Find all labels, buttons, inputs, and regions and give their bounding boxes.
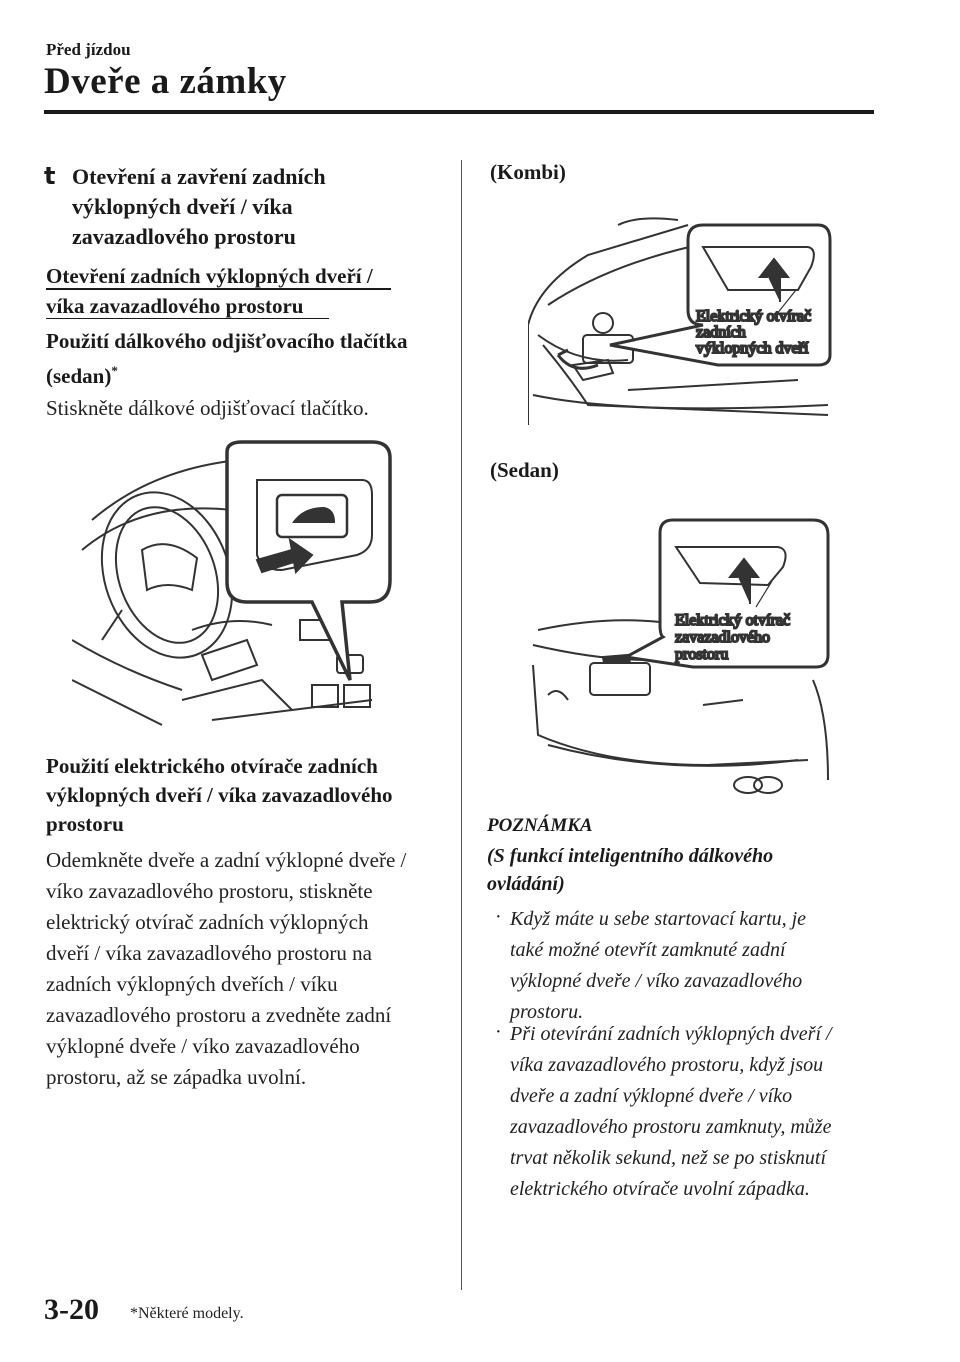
note-bullet: [495, 1021, 502, 1044]
remote-heading-line: Použití dálkového odjišťovacího tlačítka: [46, 329, 408, 353]
electric-heading-line: výklopných dveří / víka zavazadlového: [46, 783, 393, 807]
callout-magnifier: [227, 442, 390, 680]
note-item: [510, 904, 880, 1028]
subheading-line: Otevření zadních výklopných dveří /: [46, 264, 373, 288]
note-item: [510, 1019, 880, 1205]
note-item-line: elektrického otvírače uvolní západka.: [510, 1178, 810, 1200]
bullet-glyph: ·: [495, 1021, 502, 1043]
electric-text-line: Odemkněte dveře a zadní výklopné dveře /: [46, 848, 407, 872]
note-bullet: [495, 906, 502, 929]
note-title: POZNÁMKA: [487, 815, 593, 836]
main-heading: [72, 162, 432, 252]
electric-heading: [46, 752, 446, 839]
note-subtitle-line: ovládání): [487, 873, 565, 895]
title-rule: [44, 110, 874, 114]
sedan-callout-line: Elektrický otvírač: [675, 612, 791, 629]
note-subtitle-line: (S funkcí inteligentního dálkového: [487, 845, 774, 867]
remote-heading: [46, 326, 446, 391]
note-item-line: dveře a zadní výklopné dveře / víko: [510, 1085, 793, 1107]
remote-heading-line: (sedan): [46, 364, 112, 388]
electric-text-line: zadních výklopných dveřích / víku: [46, 972, 338, 996]
note-item-line: prostoru.: [510, 1001, 584, 1023]
electric-text-line: dveří / víka zavazadlového prostoru na: [46, 941, 372, 965]
dashboard-illustration: [72, 440, 402, 730]
note-item-line: výklopné dveře / víko zavazadlového: [510, 970, 803, 992]
footnote: *Některé modely.: [130, 1305, 244, 1322]
sedan-callout-line: zavazadlového: [675, 629, 771, 646]
electric-text: [46, 845, 456, 1093]
electric-text-line: prostoru, až se západka uvolní.: [46, 1065, 307, 1089]
note-subtitle: [487, 842, 877, 898]
kombi-callout-line: Elektrický otvírač: [696, 308, 812, 325]
remote-text: Stiskněte dálkové odjišťovací tlačítko.: [46, 396, 369, 420]
electric-text-line: elektrický otvírač zadních výklopných: [46, 910, 369, 934]
electric-text-line: zavazadlového prostoru a zvedněte zadní: [46, 1003, 392, 1027]
note-item-line: Při otevírání zadních výklopných dveří /: [510, 1023, 832, 1045]
electric-heading-line: prostoru: [46, 812, 124, 836]
sedan-illustration: [528, 515, 838, 815]
note-item-line: trvat několik sekund, než se po stisknutí: [510, 1147, 827, 1169]
sedan-label: (Sedan): [490, 458, 559, 482]
note-item-line: zavazadlového prostoru zamknuty, může: [510, 1116, 832, 1138]
electric-text-line: víko zavazadlového prostoru, stiskněte: [46, 879, 373, 903]
subheading: [46, 262, 416, 319]
column-divider: [461, 160, 462, 1290]
kombi-label: (Kombi): [490, 160, 566, 184]
kombi-callout-line: výklopných dveří: [696, 340, 809, 357]
main-heading-line: Otevření a zavření zadních: [72, 164, 326, 189]
kombi-illustration: [528, 215, 838, 435]
main-heading-line: zavazadlového prostoru: [72, 224, 296, 249]
kombi-callout-line: zadních: [696, 324, 746, 341]
sedan-callout-line: prostoru: [675, 646, 729, 663]
heading-marker: t: [44, 162, 56, 190]
subheading-line: víka zavazadlového prostoru: [46, 293, 304, 318]
note-item-line: Když máte u sebe startovací kartu, je: [510, 908, 807, 930]
bullet-glyph: ·: [495, 906, 502, 928]
note-item-line: víka zavazadlového prostoru, když jsou: [510, 1054, 824, 1076]
page-title: Dveře a zámky: [44, 61, 287, 102]
main-heading-line: výklopných dveří / víka: [72, 194, 293, 219]
footnote-mark: *: [111, 363, 118, 378]
electric-text-line: výklopné dveře / víko zavazadlového: [46, 1034, 360, 1058]
remote-heading-line-2: [46, 356, 446, 391]
page-number: 3-20: [44, 1293, 99, 1326]
note-item-line: také možné otevřít zamknuté zadní: [510, 939, 786, 961]
section-label: Před jízdou: [46, 40, 131, 59]
electric-heading-line: Použití elektrického otvírače zadních: [46, 754, 378, 778]
